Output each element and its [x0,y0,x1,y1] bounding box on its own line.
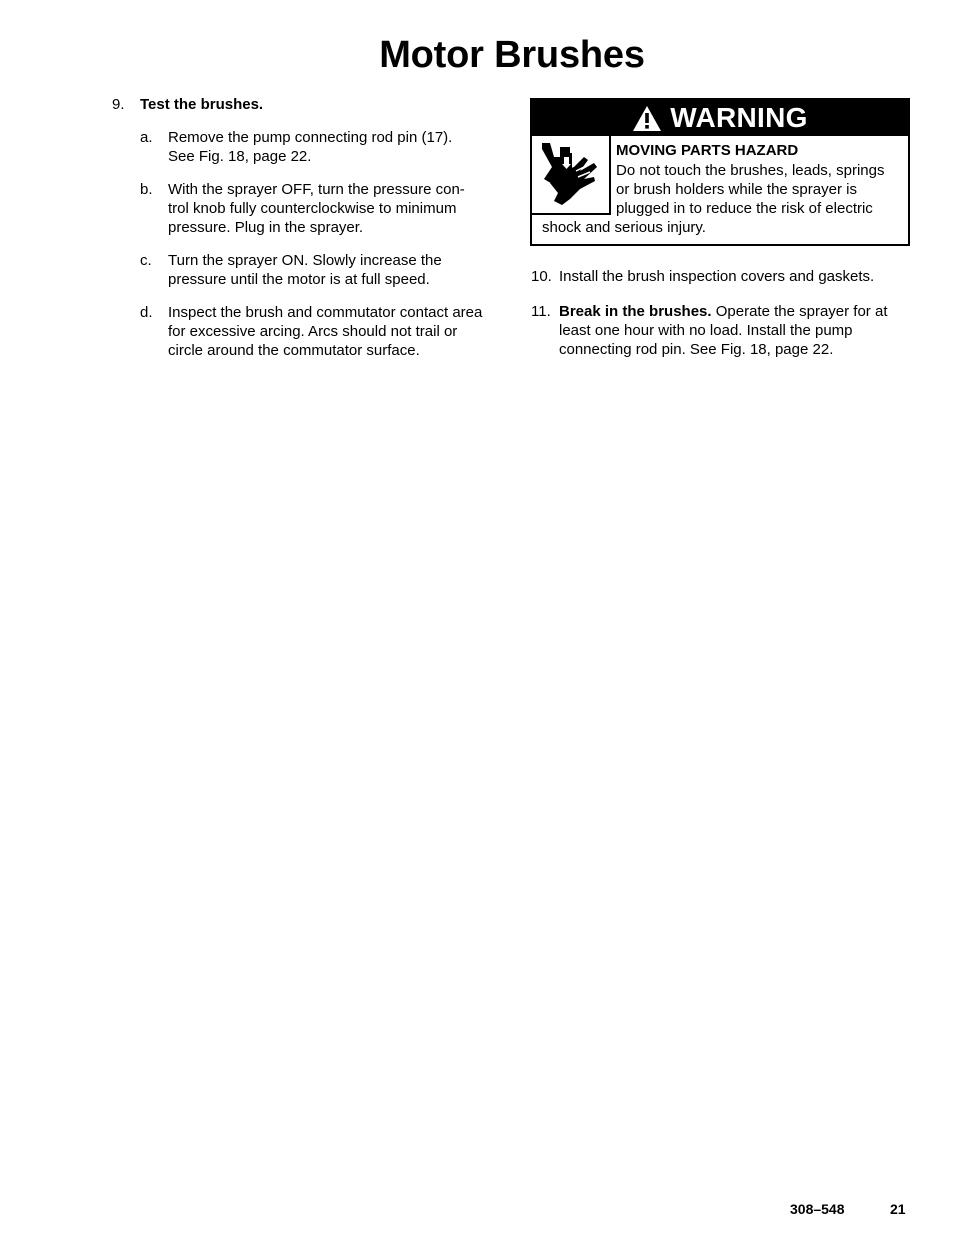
substep-d [140,303,500,360]
substep-line: With the sprayer OFF, turn the pressure con- [168,181,465,198]
substep-list [140,128,500,374]
document-number: 308–548 [790,1201,845,1217]
hazard-title: MOVING PARTS HAZARD [616,142,799,159]
substep-line: See Fig. 18, page 22. [168,148,312,165]
substep-line: pressure. Plug in the sprayer. [168,219,364,236]
step-bold-lead: Break in the brushes. [559,303,712,320]
substep-line: pressure until the motor is at full speed. [168,271,430,288]
page-title: Motor Brushes [379,34,645,76]
step-line-rest: Operate the sprayer for at [711,303,888,320]
step-number: 9. [112,96,125,113]
substep-c [140,251,500,289]
warning-header [532,100,908,136]
step-line [559,302,909,321]
substep-line: circle around the commutator surface. [168,342,420,359]
warning-label: WARNING [670,102,808,133]
step-text [559,302,909,359]
hazard-text [616,161,904,218]
moving-parts-hand-icon [532,136,611,215]
substep-letter: c. [140,252,152,269]
step-number: 11. [531,303,551,320]
substep-b [140,180,500,237]
hazard-line: or brush holders while the sprayer is [616,181,857,198]
substep-line: Turn the sprayer ON. Slowly increase the [168,252,442,269]
step-line: least one hour with no load. Install the pump [559,322,853,339]
substep-line: Inspect the brush and commutator contact area [168,304,483,321]
warning-box [530,98,910,246]
step-text: Install the brush inspection covers and gaskets. [559,268,875,285]
substep-line: trol knob fully counterclockwise to minimum [168,200,457,217]
substep-a [140,128,500,166]
hazard-line: Do not touch the brushes, leads, springs [616,162,885,179]
hazard-line: plugged in to reduce the risk of electric [616,200,873,217]
substep-letter: b. [140,181,153,198]
page-number: 21 [890,1201,906,1217]
substep-line: Remove the pump connecting rod pin (17). [168,129,453,146]
step-number: 10. [531,268,552,285]
substep-letter: a. [140,129,153,146]
step-heading: Test the brushes. [140,96,264,113]
warning-triangle-icon [632,105,662,132]
hazard-line: shock and serious injury. [542,219,706,236]
substep-letter: d. [140,304,153,321]
substep-line: for excessive arcing. Arcs should not trail or [168,323,458,340]
step-line: connecting rod pin. See Fig. 18, page 22. [559,341,834,358]
